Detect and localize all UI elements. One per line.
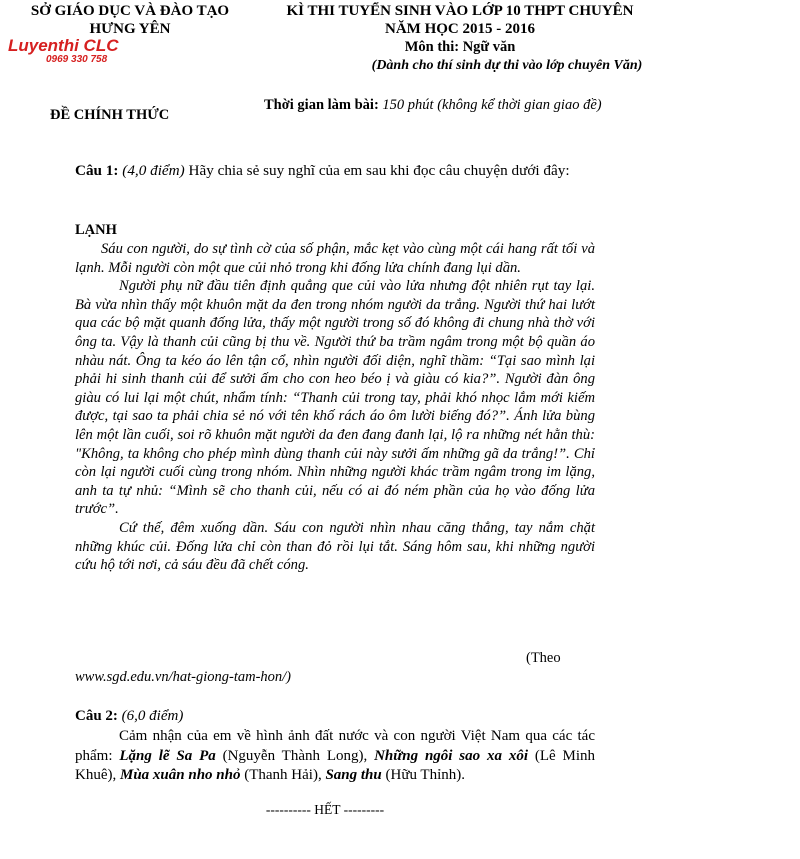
end-marker: ---------- HẾT --------- <box>265 802 385 817</box>
time-value: 150 phút (không kể thời gian giao đề) <box>382 97 602 113</box>
time-label: Thời gian làm bài: <box>264 97 379 113</box>
story-text <box>75 240 595 575</box>
work-3: Mùa xuân nho nhỏ <box>120 767 241 783</box>
question1-label: Câu 1: <box>75 162 119 179</box>
author-4: (Hữu Thỉnh). <box>385 767 466 783</box>
work-2: Những ngôi sao xa xôi <box>374 747 528 764</box>
department-name: SỞ GIÁO DỤC VÀ ĐÀO TẠO <box>30 3 230 19</box>
department-header <box>30 2 230 38</box>
question2-points: (6,0 điểm) <box>121 708 184 724</box>
subject: Môn thi: Ngữ văn <box>404 39 516 55</box>
author-2: (Lê Minh Khuê), <box>75 747 596 783</box>
watermark-phone: 0969 330 758 <box>46 54 108 65</box>
question2-text <box>75 727 595 786</box>
story-paragraph-3: Cứ thế, đêm xuống dần. Sáu con người nhìn nhau căng thẳng, tay nắm chặt những khúc củi. Đống lửa chỉ còn than đỏ rồi lụi tắt. Sáng hôm sau, khi những người cứu hộ tới nơi, cả sáu đều đã chết cóng. <box>75 519 595 574</box>
question1-points: (4,0 điểm) <box>122 162 185 179</box>
author-3: (Thanh Hải), <box>244 767 322 783</box>
exam-title <box>262 2 658 38</box>
school-year: NĂM HỌC 2015 - 2016 <box>385 21 535 37</box>
audience-note: (Dành cho thí sinh dự thi vào lớp chuyên Văn) <box>371 58 643 73</box>
story-paragraph-1: Sáu con người, do sự tình cờ của số phận, mắc kẹt vào cùng một cái hang rất tối và lạnh. Mỗi người còn một que củi nhỏ trong khi đống lửa chính đang lụi dần. <box>75 241 595 276</box>
official-label: ĐỀ CHÍNH THỨC <box>50 107 170 123</box>
province-name: HƯNG YÊN <box>89 21 171 37</box>
question2-heading <box>75 707 183 726</box>
story-paragraph-2: Người phụ nữ đầu tiên định quẳng que củi vào lửa nhưng đột nhiên rụt tay lại. Bà vừa nhìn thấy một khuôn mặt da đen trong nhóm người da trắng. Người thứ hai lướt qua các bộ mặt quanh đống lửa, thấy một người trong số đó không đi chung nhà thờ với ông ta. Vậy là thanh củi cũng bị thu về. Người thứ ba trầm ngâm trong một bộ quần áo nhàu nát. Ông ta kéo áo lên tận cổ, nhìn người đối diện, nghĩ thầm: “Tại sao mình lại phải hi sinh thanh củi để sưởi ấm cho con heo béo ị và giàu có kia?”. Người đàn ông giàu có lui lại một chút, nhẩm tính: “Thanh củi trong tay, phải khó nhọc lắm mới kiếm được, tại sao ta phải chia sẻ nó với tên khố rách áo ôm lười biếng đó?”. Ánh lửa bùng lên một lần cuối, soi rõ khuôn mặt người da đen đang đanh lại, lộ ra những nét hằn thù: "Không, ta không cho phép mình dùng thanh củi này sưởi ấm những gã da trắng!”. Chỉ còn lại người cuối cùng trong nhóm. Nhìn những người khác trầm ngâm trong im lặng, anh ta tự nhủ: “Mình sẽ cho thanh củi, nếu có ai đó ném phần của họ vào đống lửa trước”. <box>75 278 595 518</box>
exam-title-line1: KÌ THI TUYỂN SINH VÀO LỚP 10 THPT CHUYÊN <box>286 3 634 19</box>
watermark-brand: Luyenthi CLC <box>8 36 119 55</box>
time-allowed <box>264 96 602 114</box>
question1-text: Hãy chia sẻ suy nghĩ của em sau khi đọc câu chuyện dưới đây: <box>188 162 570 179</box>
story-title: LẠNH <box>75 222 117 238</box>
source-label: (Theo <box>526 650 561 666</box>
work-4: Sang thu <box>325 767 382 783</box>
author-1: (Nguyễn Thành Long), <box>222 747 368 764</box>
source-url: www.sgd.edu.vn/hat-giong-tam-hon/) <box>75 669 292 685</box>
question2-intro: Cảm nhận của em về hình ảnh đất nước và con người Việt Nam qua các tác phẩm: <box>75 728 595 764</box>
question2-label: Câu 2: <box>75 708 118 724</box>
work-1: Lặng lẽ Sa Pa <box>119 747 216 764</box>
question1-prompt <box>75 161 595 180</box>
